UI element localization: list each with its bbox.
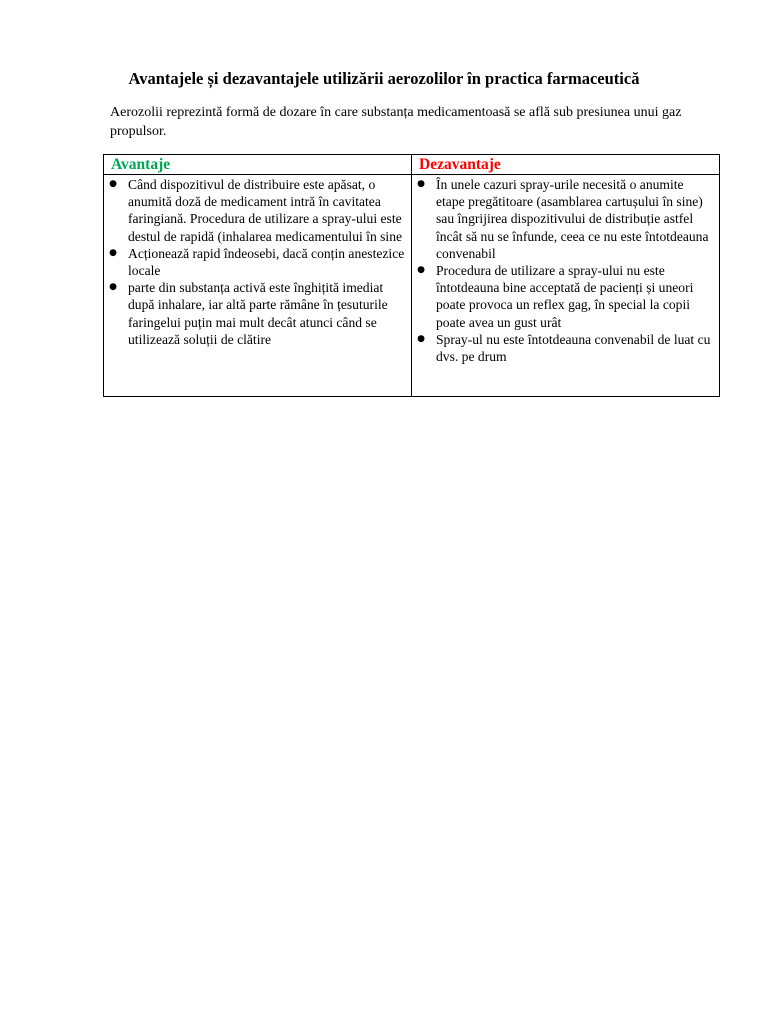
advantages-list: [104, 176, 410, 348]
advantage-text: Când dispozitivul de distribuire este apăsat, o anumită doză de medicament intră în cavitatea faringiană. Procedura de utilizare a spray-ului este destul de rapidă (inhalarea medicamentului în sine: [128, 177, 403, 244]
disadvantage-item: [412, 176, 718, 262]
disadvantage-text: Spray-ul nu este întotdeauna convenabil de luat cu dvs. pe drum: [436, 331, 711, 365]
bullet-icon: ●: [109, 179, 117, 189]
intro-paragraph: Aerozolii reprezintă formă de dozare în care substanța medicamentoasă se află sub presiunea unui gaz propulsor.: [110, 105, 682, 139]
document-title: Avantajele și dezavantajele utilizării aerozolilor în practica farmaceutică: [128, 69, 640, 88]
advantages-header: Avantaje: [111, 156, 171, 173]
advantage-item: [104, 279, 410, 348]
disadvantage-item: [412, 262, 718, 331]
bullet-icon: ●: [109, 282, 117, 293]
header-divider: [104, 174, 719, 175]
disadvantage-item: [412, 331, 718, 365]
advantage-text: parte din substanța activă este înghițită imediat după inhalare, iar altă parte rămâne în țesuturile faringelui puțin mai mult decât atunci când se utilizează soluții de clătire: [128, 280, 388, 347]
disadvantage-text: Procedura de utilizare a spray-ului nu este întotdeauna bine acceptată de pacienți și uneori poate provoca un reflex gag, în special la copii poate avea un gust urât: [436, 263, 694, 330]
bullet-icon: ●: [109, 247, 117, 258]
advantage-item: [104, 176, 410, 245]
advantage-text: Acționează rapid îndeosebi, dacă conțin anestezice locale: [128, 245, 405, 279]
bullet-icon: ●: [417, 333, 425, 344]
disadvantage-text: În unele cazuri spray-urile necesită o anumite etape pregătitoare (asamblarea cartușului în sine) sau îngrijirea dispozitivului de distribuție astfel încât să nu se înfunde, ceea ce nu este întotdeauna convenabil: [436, 177, 709, 261]
disadvantages-header: Dezavantaje: [419, 156, 501, 173]
advantage-item: [104, 245, 410, 279]
bullet-icon: ●: [417, 179, 425, 189]
disadvantages-list: [412, 176, 718, 365]
comparison-table: [103, 154, 720, 397]
bullet-icon: ●: [417, 265, 425, 276]
